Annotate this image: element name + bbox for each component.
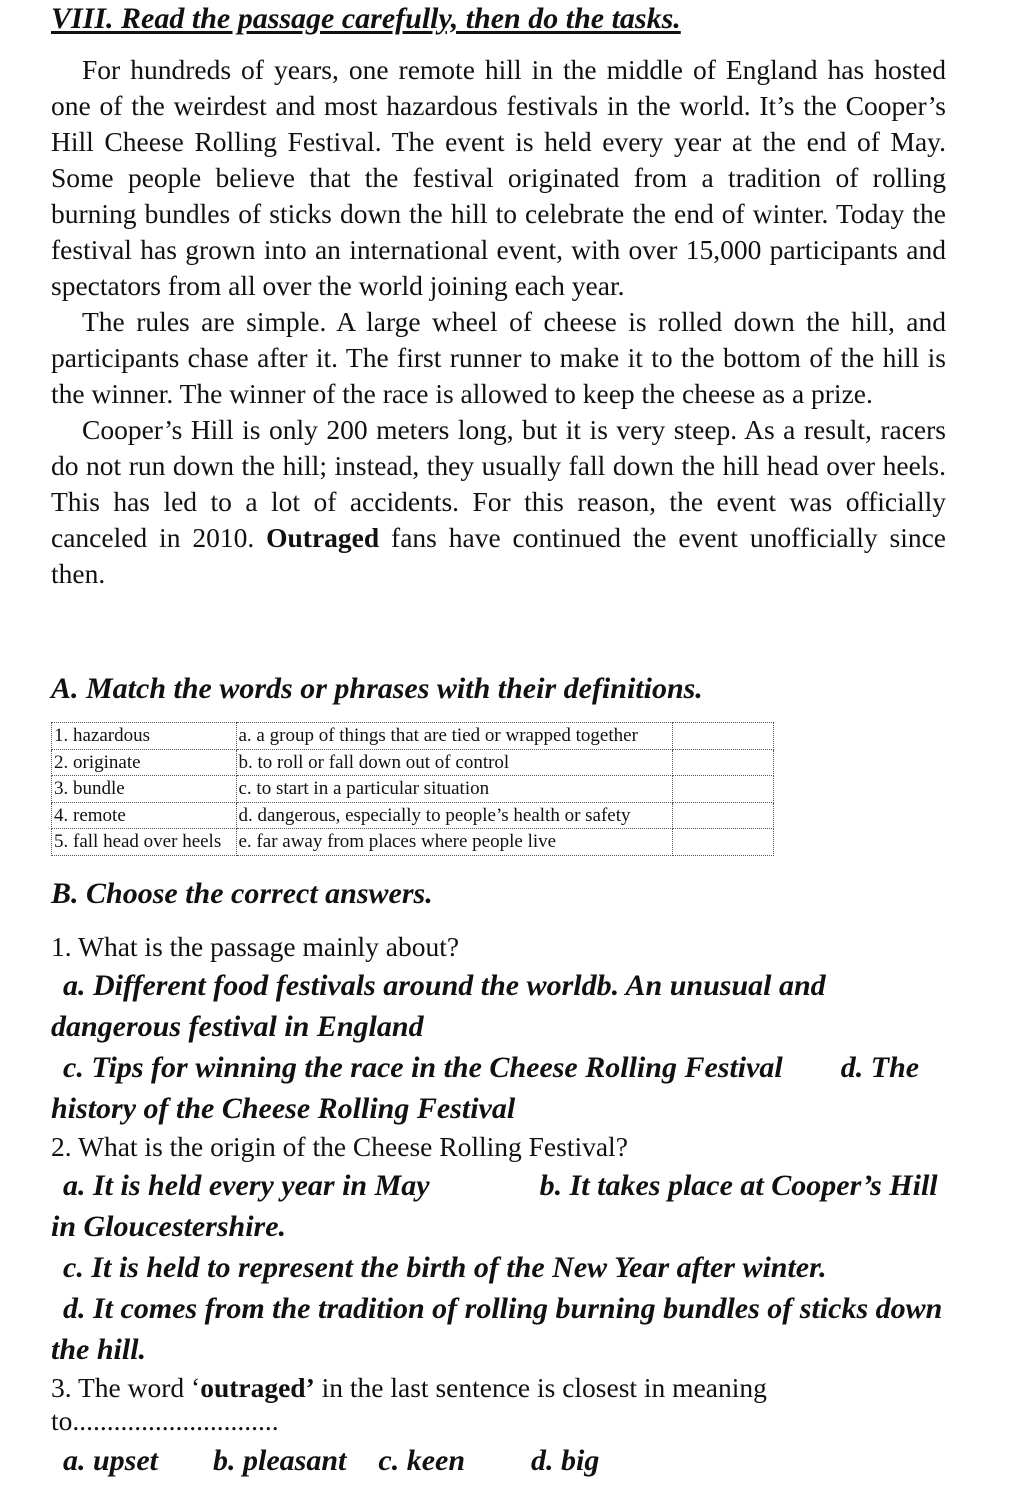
q2-option-d[interactable]: d. It comes from the tradition of rolling burning bundles of sticks down the hill.	[51, 1292, 943, 1366]
questions-area	[51, 929, 946, 1481]
match-answer-cell[interactable]	[672, 749, 773, 776]
q1-option-c[interactable]: c. Tips for winning the race in the Cheese Rolling Festival	[63, 1051, 783, 1084]
q3-option-b[interactable]: b. pleasant	[213, 1444, 347, 1477]
question-3	[51, 1370, 946, 1406]
q3-text-pre: 3. The word ‘	[51, 1372, 201, 1403]
match-word: 1. hazardous	[52, 723, 237, 750]
question-2-options	[51, 1165, 946, 1370]
match-word: 3. bundle	[52, 776, 237, 803]
question-2: 2. What is the origin of the Cheese Rolling Festival?	[51, 1131, 628, 1162]
match-answer-cell[interactable]	[672, 829, 773, 856]
exercise-heading: VIII. Read the passage carefully, then do the tasks.	[51, 2, 681, 35]
matching-table	[51, 722, 774, 856]
q3-bold-word: outraged’	[200, 1372, 315, 1403]
table-row	[52, 802, 774, 829]
q3-text-post: in the last sentence is closest in meaning	[314, 1372, 767, 1403]
table-row	[52, 723, 774, 750]
q1-option-b[interactable]: b. An unusual and dangerous festival in England	[51, 969, 826, 1043]
match-definition: e. far away from places where people live	[236, 829, 672, 856]
paragraph-3-text-after: fans have continued the event unofficially since then.	[51, 522, 946, 589]
question-3-line-2[interactable]: to..............................	[51, 1405, 279, 1436]
match-word: 4. remote	[52, 802, 237, 829]
match-definition: d. dangerous, especially to people’s health or safety	[236, 802, 672, 829]
question-3-options	[51, 1440, 946, 1481]
q1-option-a[interactable]: a. Different food festivals around the world	[63, 969, 597, 1002]
match-word: 5. fall head over heels	[52, 829, 237, 856]
passage-paragraph-2: The rules are simple. A large wheel of cheese is rolled down the hill, and participants chase after it. The first runner to make it to the bottom of the hill is the winner. The winner of the race is allowed to keep the cheese as a prize.	[51, 306, 946, 409]
q2-option-a[interactable]: a. It is held every year in May	[63, 1169, 430, 1202]
question-1-options	[51, 965, 946, 1129]
passage-paragraph-3	[51, 412, 946, 592]
match-definition: c. to start in a particular situation	[236, 776, 672, 803]
match-definition: b. to roll or fall down out of control	[236, 749, 672, 776]
match-answer-cell[interactable]	[672, 802, 773, 829]
section-a-title: A. Match the words or phrases with their definitions.	[51, 672, 703, 705]
q3-option-c[interactable]: c. keen	[378, 1444, 466, 1477]
match-answer-cell[interactable]	[672, 776, 773, 803]
passage-paragraph-1: For hundreds of years, one remote hill in the middle of England has hosted one of the weirdest and most hazardous festivals in the world. It’s the Cooper’s Hill Cheese Rolling Festival. The event is held every year at the end of May. Some people believe that the festival originated from a tradition of rolling burning bundles of sticks down the hill to celebrate the end of winter. Today the festival has grown into an international event, with over 15,000 participants and spectators from all over the world joining each year.	[51, 54, 946, 301]
table-row	[52, 776, 774, 803]
section-b-title: B. Choose the correct answers.	[51, 877, 433, 910]
outraged-bold-word: Outraged	[266, 522, 380, 553]
q3-option-d[interactable]: d. big	[531, 1444, 600, 1477]
paragraph-3-text-before: Cooper’s Hill is only 200 meters long, but it is very steep. As a result, racers do not run down the hill; instead, they usually fall down the hill head over heels. This has led to a lot of accidents. For this reason, the event was officially canceled in 2010.	[51, 414, 946, 553]
match-word: 2. originate	[52, 749, 237, 776]
match-answer-cell[interactable]	[672, 723, 773, 750]
q1-option-d[interactable]: d. The history of the Cheese Rolling Festival	[51, 1051, 920, 1125]
reading-passage	[51, 52, 946, 592]
match-definition: a. a group of things that are tied or wrapped together	[236, 723, 672, 750]
question-1: 1. What is the passage mainly about?	[51, 931, 460, 962]
table-row	[52, 749, 774, 776]
q2-option-b[interactable]: b. It takes place at Cooper’s Hill in Gloucestershire.	[51, 1169, 938, 1243]
table-row	[52, 829, 774, 856]
q3-option-a[interactable]: a. upset	[63, 1444, 159, 1477]
q2-option-c[interactable]: c. It is held to represent the birth of the New Year after winter.	[63, 1251, 827, 1284]
